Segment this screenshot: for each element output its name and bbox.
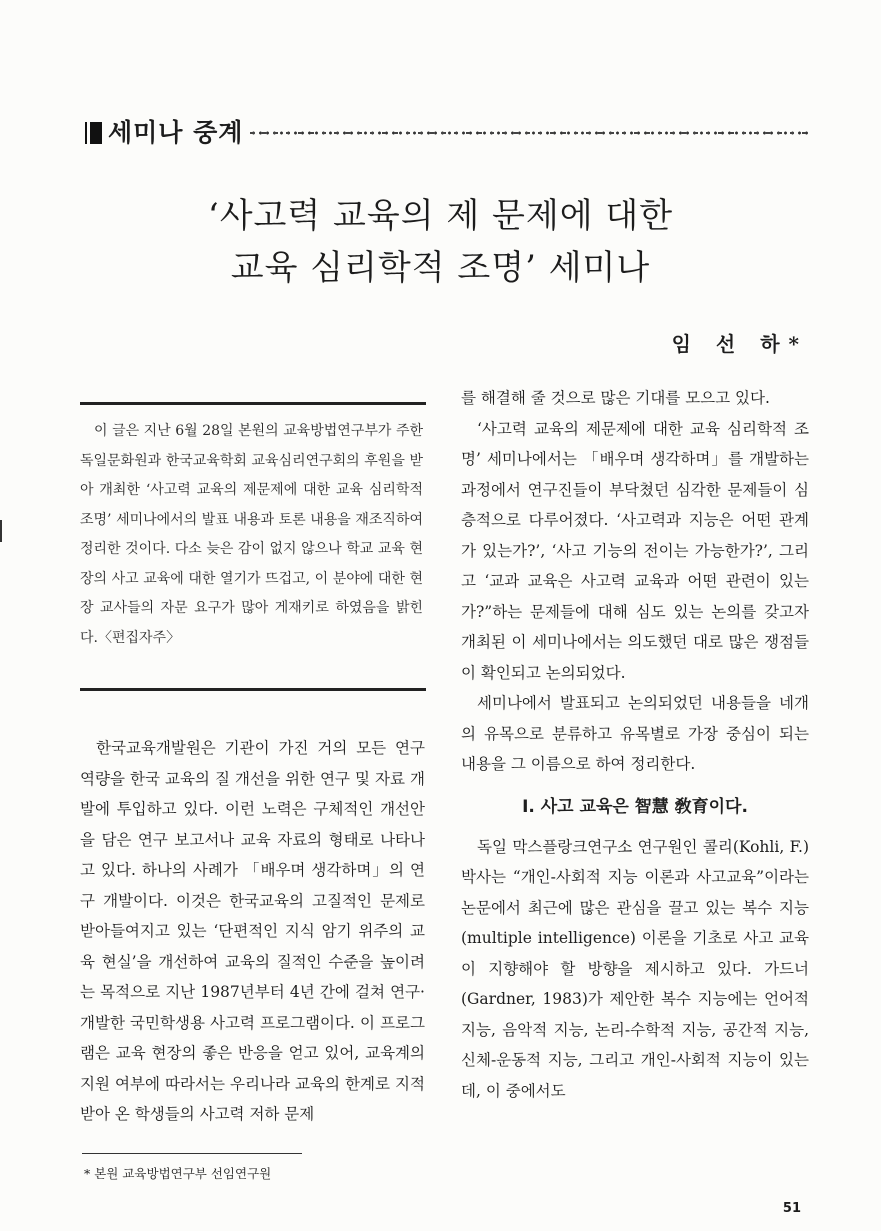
body-left-paragraph: 한국교육개발원은 기관이 가진 거의 모든 연구 역량을 한국 교육의 질 개선을 위한 연구 및 자료 개발에 투입하고 있다. 이런 노력은 구체적인 개선안을 담은 연구 보고서나 교육 자료의 형태로 나타나고 있다. 하나의 사례가 「배우며 생각하며」의 연구 개발이다. 이것은 한국교육의 고질적인 문제로 받아들여지고 있는 ‘단편적인 지식 암기 위주의 교육 현실’을 개선하여 교육의 질적인 수준을 높이려는 목적으로 지난 1987년부터 4년 간에 걸쳐 연구·개발한 국민학생용 사고력 프로그램이다. 이 프로그램은 교육 현장의 좋은 반응을 얻고 있어, 교육계의 지원 여부에 따라서는 우리나라 교육의 한계로 지적받아 온 학생들의 사고력 저하 문제 (80, 739, 425, 1123)
footnote: * 본원 교육방법연구부 선임연구원 (84, 1166, 272, 1181)
scan-artifact (0, 520, 2, 542)
body-right-paragraph-2: 세미나에서 발표되고 논의되었던 내용들을 네개의 유목으로 분류하고 유목별로 가장 중심이 되는 내용을 그 이름으로 하여 정리한다. (461, 694, 809, 773)
section-heading-1: Ⅰ. 사고 교육은 智慧 敎育이다. (522, 796, 748, 817)
author (672, 328, 799, 357)
body-column-right (461, 383, 809, 1106)
body-right-paragraph-3: 독일 막스플랑크연구소 연구원인 콜리(Kohli, F.)박사는 “개인-사회적 지능 이론과 사고교육”이라는 논문에서 최근에 많은 관심을 끌고 있는 복수 지능(multiple intelligence) 이론을 기초로 사고 교육이 지향해야 할 방향을 제시하고 있다. 가드너(Gardner, 1983)가 제안한 복수 지능에는 언어적 지능, 음악적 지능, 논리-수학적 지능, 공간적 지능, 신체-운동적 지능, 그리고 개인-사회적 지능이 있는데, 이 중에서도 (461, 837, 809, 1100)
title-line-1: ‘사고력 교육의 제 문제에 대한 (207, 196, 674, 236)
body-right-continuation: 를 해결해 줄 것으로 많은 기대를 모으고 있다. (461, 389, 770, 407)
abstract-text: 이 글은 지난 6월 28일 본원의 교육방법연구부가 주한 독일문화원과 한국교육학회 교육심리연구회의 후원을 받아 개최한 ‘사고력 교육의 제문제에 대한 교육 심리학적 조명’ 세미나에서의 발표 내용과 토론 내용을 재조직하여 정리한 것이다. 다소 늦은 감이 없지 않으나 학교 교육 현장의 사고 교육에 대한 열기가 뜨겁고, 이 분야에 대한 현장 교사들의 자문 요구가 많아 게재키로 하였음을 밝힌다.〈편집자주〉 (80, 423, 423, 646)
abstract-top-rule (80, 402, 426, 405)
abstract-bottom-rule (80, 688, 426, 691)
page-number: 51 (782, 1201, 801, 1216)
author-name: 임 선 하 (671, 332, 789, 356)
body-right-paragraph-1: ‘사고력 교육의 제문제에 대한 교육 심리학적 조명’ 세미나에서는 「배우며 생각하며」를 개발하는 과정에서 연구진들이 부닥쳤던 심각한 문제들이 심층적으로 다루어졌다. ‘사고력과 지능은 어떤 관계가 있는가?’, ‘사고 기능의 전이는 가능한가?’, 그리고 ‘교과 교육은 사고력 교육과 어떤 관련이 있는가?”하는 문제들에 대해 심도 있는 논의를 갖고자 개최된 이 세미나에서는 의도했던 대로 많은 쟁점들이 확인되고 논의되었다. (461, 419, 809, 682)
editor-abstract (80, 417, 423, 653)
section-marker-icon (90, 122, 102, 144)
footnote-rule (82, 1153, 302, 1154)
article-title (0, 190, 881, 294)
author-footnote-mark: * (788, 332, 799, 356)
section-label: 세미나 중계 (108, 118, 244, 147)
title-line-2: 교육 심리학적 조명’ 세미나 (230, 248, 651, 288)
section-header (90, 118, 810, 148)
decorative-dotted-line (250, 130, 810, 136)
body-column-left (80, 733, 425, 1130)
